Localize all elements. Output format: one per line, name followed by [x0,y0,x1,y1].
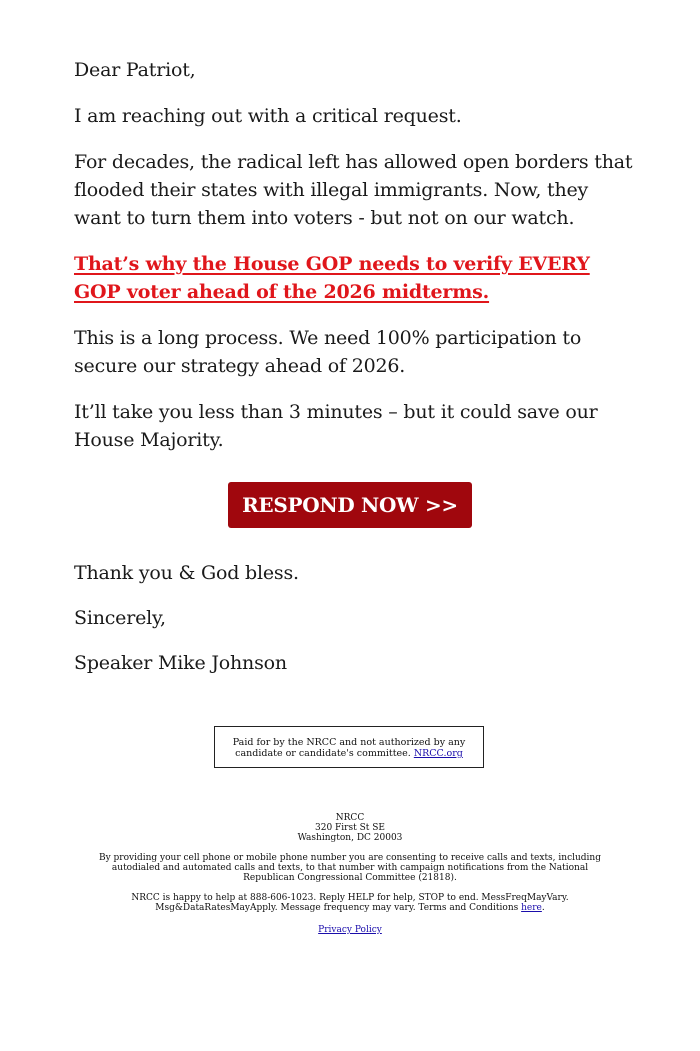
footer-org: NRCC [335,813,365,823]
footer-help: NRCC is happy to help at 888-606-1023. Reply HELP for help, STOP to end. MessFreqMayVary. Msg&DataRatesMayApply. Message frequency may vary. Terms and Conditions here. [131,893,569,913]
letter-body [74,56,634,472]
paid-for-disclaimer [214,726,484,768]
footer-address [90,813,610,843]
privacy-policy-link[interactable]: Privacy Policy [318,925,382,935]
headline-link[interactable]: That’s why the House GOP needs to verify EVERY GOP voter ahead of the 2026 midterms. [74,253,590,303]
headline-link-paragraph [74,250,634,306]
paragraph-borders: For decades, the radical left has allowed open borders that flooded their states with illegal immigrants. Now, they want to turn them into voters - but not on our watch. [74,151,633,229]
disclaimer-text: Paid for by the NRCC and not authorized by any candidate or candidate's committee. [232,737,466,759]
nrcc-org-link[interactable]: NRCC.org [413,748,463,759]
cta-container [0,482,700,528]
signature-line: Speaker Mike Johnson [74,652,287,674]
footer-help-text: NRCC is happy to help at 888-606-1023. Reply HELP for help, STOP to end. MessFreqMayVary. Msg&DataRatesMayApply. Message frequency may vary. Terms and Conditions [131,893,569,913]
signoff-line: Sincerely, [74,607,166,629]
terms-here-link[interactable]: here [521,903,542,913]
footer-city: Washington, DC 20003 [297,833,403,843]
respond-now-button[interactable]: RESPOND NOW >> [228,482,472,528]
paragraph-request: I am reaching out with a critical request. [74,105,462,127]
footer-consent: By providing your cell phone or mobile phone number you are consenting to receive calls and texts, including autodialed and automated calls and texts, to that number with campaign notifications from the National Republican Congressional Committee (21818). [98,853,601,883]
footer-street: 320 First St SE [315,823,385,833]
thanks-line: Thank you & God bless. [74,562,299,584]
paragraph-process: This is a long process. We need 100% participation to secure our strategy ahead of 2026. [74,327,582,377]
letter-closing [74,559,634,694]
footer-privacy [90,925,610,935]
greeting: Dear Patriot, [74,59,196,81]
paragraph-time: It’ll take you less than 3 minutes – but it could save our House Majority. [74,401,598,451]
footer [90,813,610,945]
